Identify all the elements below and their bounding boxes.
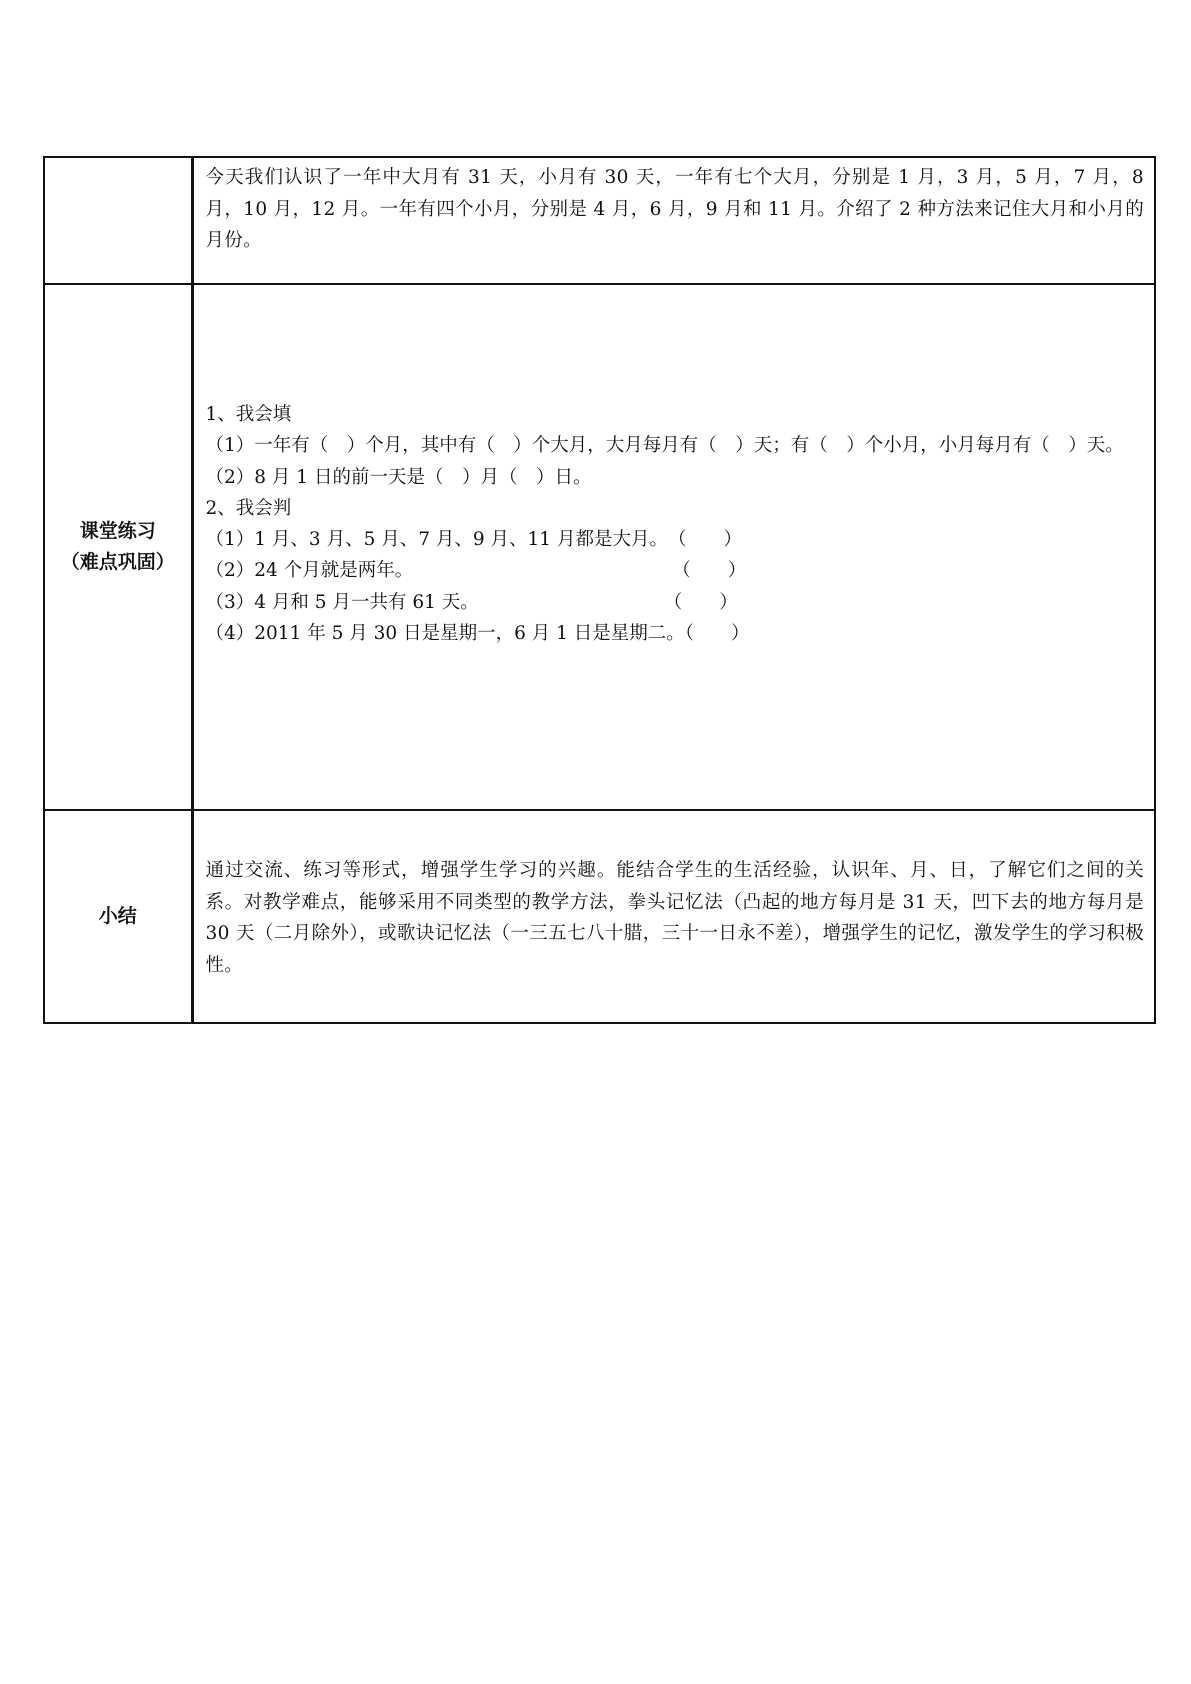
practice-label-subtitle: （难点巩固）: [60, 551, 175, 573]
fill-in-heading: 1、我会填: [205, 404, 292, 425]
row-label-summary: 小结: [44, 810, 192, 1023]
table-row-practice: [44, 284, 1155, 810]
true-false-question-1: （1）1 月、3 月、5 月、7 月、9 月、11 月都是大月。 （ ）: [205, 529, 742, 551]
true-false-heading: 2、我会判: [205, 497, 292, 519]
fill-in-question-1: （1）一年有（ ）个月，其中有（ ）个大月，大月每月有（ ）天；有（ ）个小月，小月每月有（ ）天。: [205, 435, 1124, 457]
table-row-summary: [44, 810, 1155, 1023]
true-false-question-4: （4）2011 年 5 月 30 日是星期一，6 月 1 日是星期二。（ ）: [205, 623, 750, 645]
practice-label-title: 课堂练习: [79, 520, 156, 542]
practice-cell: [192, 284, 1155, 810]
fill-in-question-2: （2）8 月 1 日的前一天是（ ）月（ ）日。: [205, 466, 592, 488]
summary-text: 通过交流、练习等形式，增强学生学习的兴趣。能结合学生的生活经验，认识年、月、日，了解它们之间的关系。对教学难点，能够采用不同类型的教学方法，拳头记忆法（凸起的地方每月是 31 天，凹下去的地方每月是 30 天（二月除外），或歌诀记忆法（一三五七八十腊，三十一日永不差），增强学生的记忆，激发学生的学习积极性。: [205, 860, 1144, 976]
review-text: 今天我们认识了一年中大月有 31 天，小月有 30 天，一年有七个大月，分别是 1 月，3 月，5 月，7 月，8 月，10 月，12 月。一年有四个小月，分别是 4 月，6 月，9 月和 11 月。介绍了 2 种方法来记住大月和小月的月份。: [205, 167, 1144, 251]
row-label-empty: [44, 157, 192, 284]
true-false-question-2: （2）24 个月就是两年。 （ ）: [205, 560, 747, 582]
summary-cell: [192, 810, 1155, 1023]
review-cell: [192, 157, 1155, 284]
lesson-plan-table: [43, 156, 1156, 1024]
table-row-review: [44, 157, 1155, 284]
row-label-practice: [44, 284, 192, 810]
true-false-question-3: （3）4 月和 5 月一共有 61 天。 （ ）: [205, 591, 738, 613]
practice-exercises: [194, 285, 1155, 649]
